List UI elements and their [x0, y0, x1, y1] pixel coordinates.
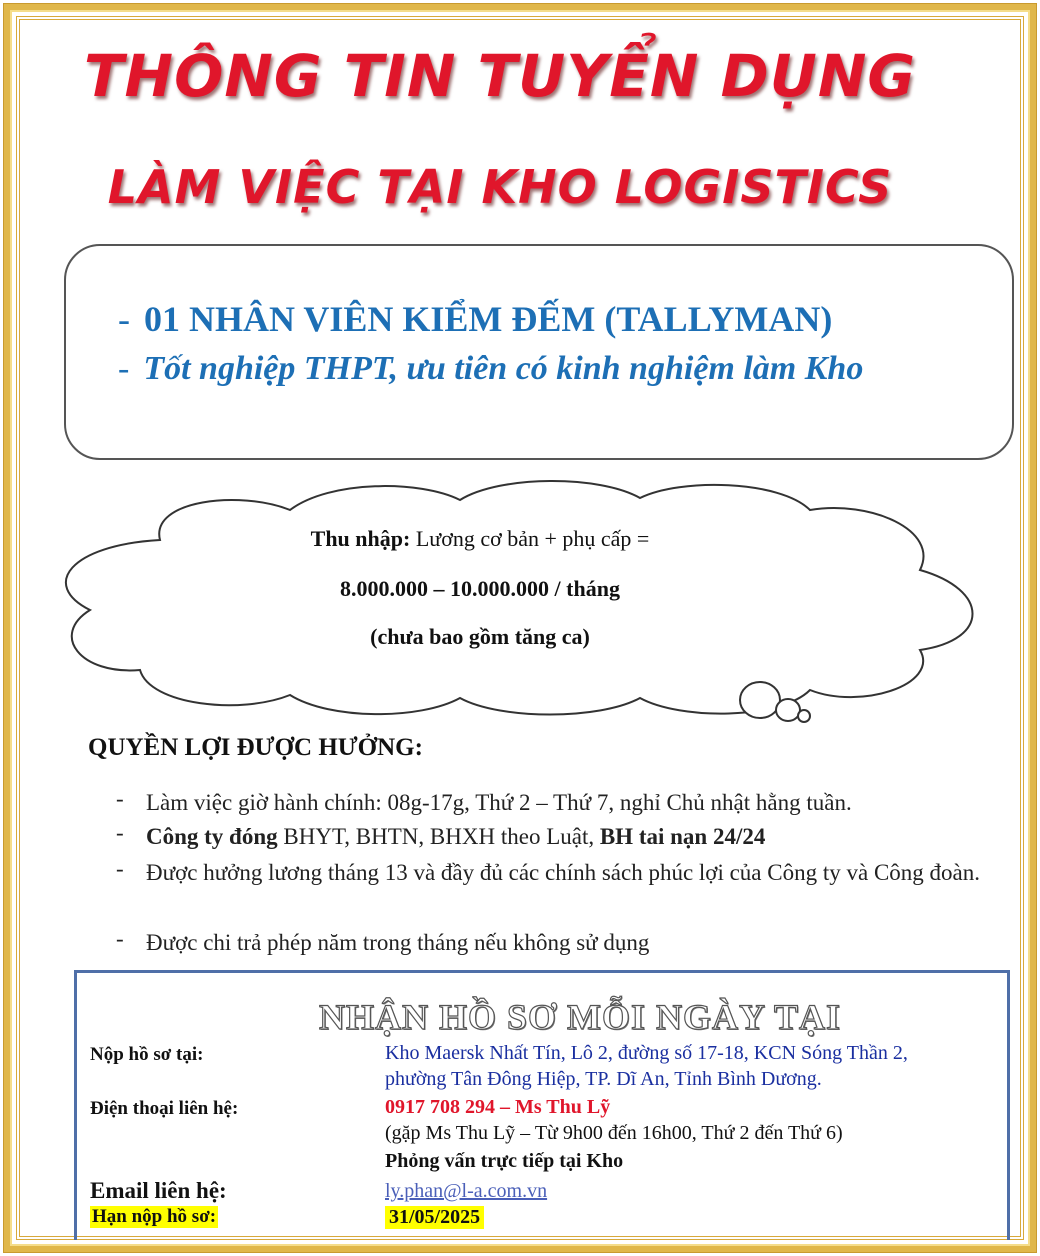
address-line: Kho Maersk Nhất Tín, Lô 2, đường số 17-18, KCN Sóng Thần 2, [385, 1042, 908, 1064]
benefits-title: QUYỀN LỢI ĐƯỢC HƯỞNG: [88, 734, 423, 761]
position-title-text: 01 NHÂN VIÊN KIỂM ĐẾM (TALLYMAN) [144, 299, 833, 339]
position-requirement [118, 350, 863, 388]
bullet-dash: - [118, 350, 130, 387]
benefit-text: BHYT, BHTN, BHXH theo Luật, [277, 824, 600, 849]
bullet-dash: - [116, 786, 124, 811]
email-link[interactable]: ly.phan@l-a.com.vn [385, 1180, 548, 1202]
bullet-dash: - [116, 926, 124, 951]
benefit-bold-text: Công ty đóng [146, 824, 278, 849]
deadline-label: Hạn nộp hồ sơ: [92, 1206, 217, 1227]
interview-note: Phỏng vấn trực tiếp tại Kho [385, 1150, 624, 1172]
page-title: THÔNG TIN TUYỂN DỤNG [83, 42, 917, 110]
salary-note: (chưa bao gồm tăng ca) [370, 624, 590, 649]
deadline-date: 31/05/2025 [385, 1206, 484, 1229]
phone-label: Điện thoại liên hệ: [90, 1098, 239, 1119]
bullet-dash: - [118, 299, 130, 339]
benefit-item: Làm việc giờ hành chính: 08g-17g, Thứ 2 – Thứ 7, nghỉ Chủ nhật hằng tuần. [146, 790, 852, 815]
phone-number: 0917 708 294 – Ms Thu Lỹ [385, 1096, 611, 1118]
salary-line [0, 526, 960, 552]
page-subtitle: LÀM VIỆC TẠI KHO LOGISTICS [107, 160, 893, 214]
benefit-item: Được hưởng lương tháng 13 và đầy đủ các chính sách phúc lợi của Công ty và Công đoàn. [146, 860, 981, 885]
position-requirement-text: Tốt nghiệp THPT, ưu tiên có kinh nghiệm làm Kho [143, 350, 864, 387]
submit-label: Nộp hồ sơ tại: [90, 1044, 204, 1065]
contact-title: NHẬN HỒ SƠ MỖI NGÀY TẠI [318, 997, 842, 1037]
contact-hours: (gặp Ms Thu Lỹ – Từ 9h00 đến 16h00, Thứ 2 đến Thứ 6) [385, 1122, 843, 1144]
address-line: phường Tân Đông Hiệp, TP. Dĩ An, Tỉnh Bình Dương. [385, 1068, 822, 1090]
bullet-dash: - [116, 856, 124, 881]
email-label: Email liên hệ: [90, 1178, 227, 1203]
benefit-item: Được chi trả phép năm trong tháng nếu không sử dụng [146, 930, 650, 955]
salary-description: Lương cơ bản + phụ cấp = [415, 526, 650, 551]
salary-range: 8.000.000 – 10.000.000 / tháng [340, 576, 620, 601]
position-title [118, 298, 832, 340]
benefit-bold-text: BH tai nạn 24/24 [599, 824, 766, 849]
benefit-item [146, 820, 996, 854]
position-box [64, 244, 1014, 460]
salary-label: Thu nhập: [310, 526, 411, 551]
bullet-dash: - [116, 820, 124, 845]
